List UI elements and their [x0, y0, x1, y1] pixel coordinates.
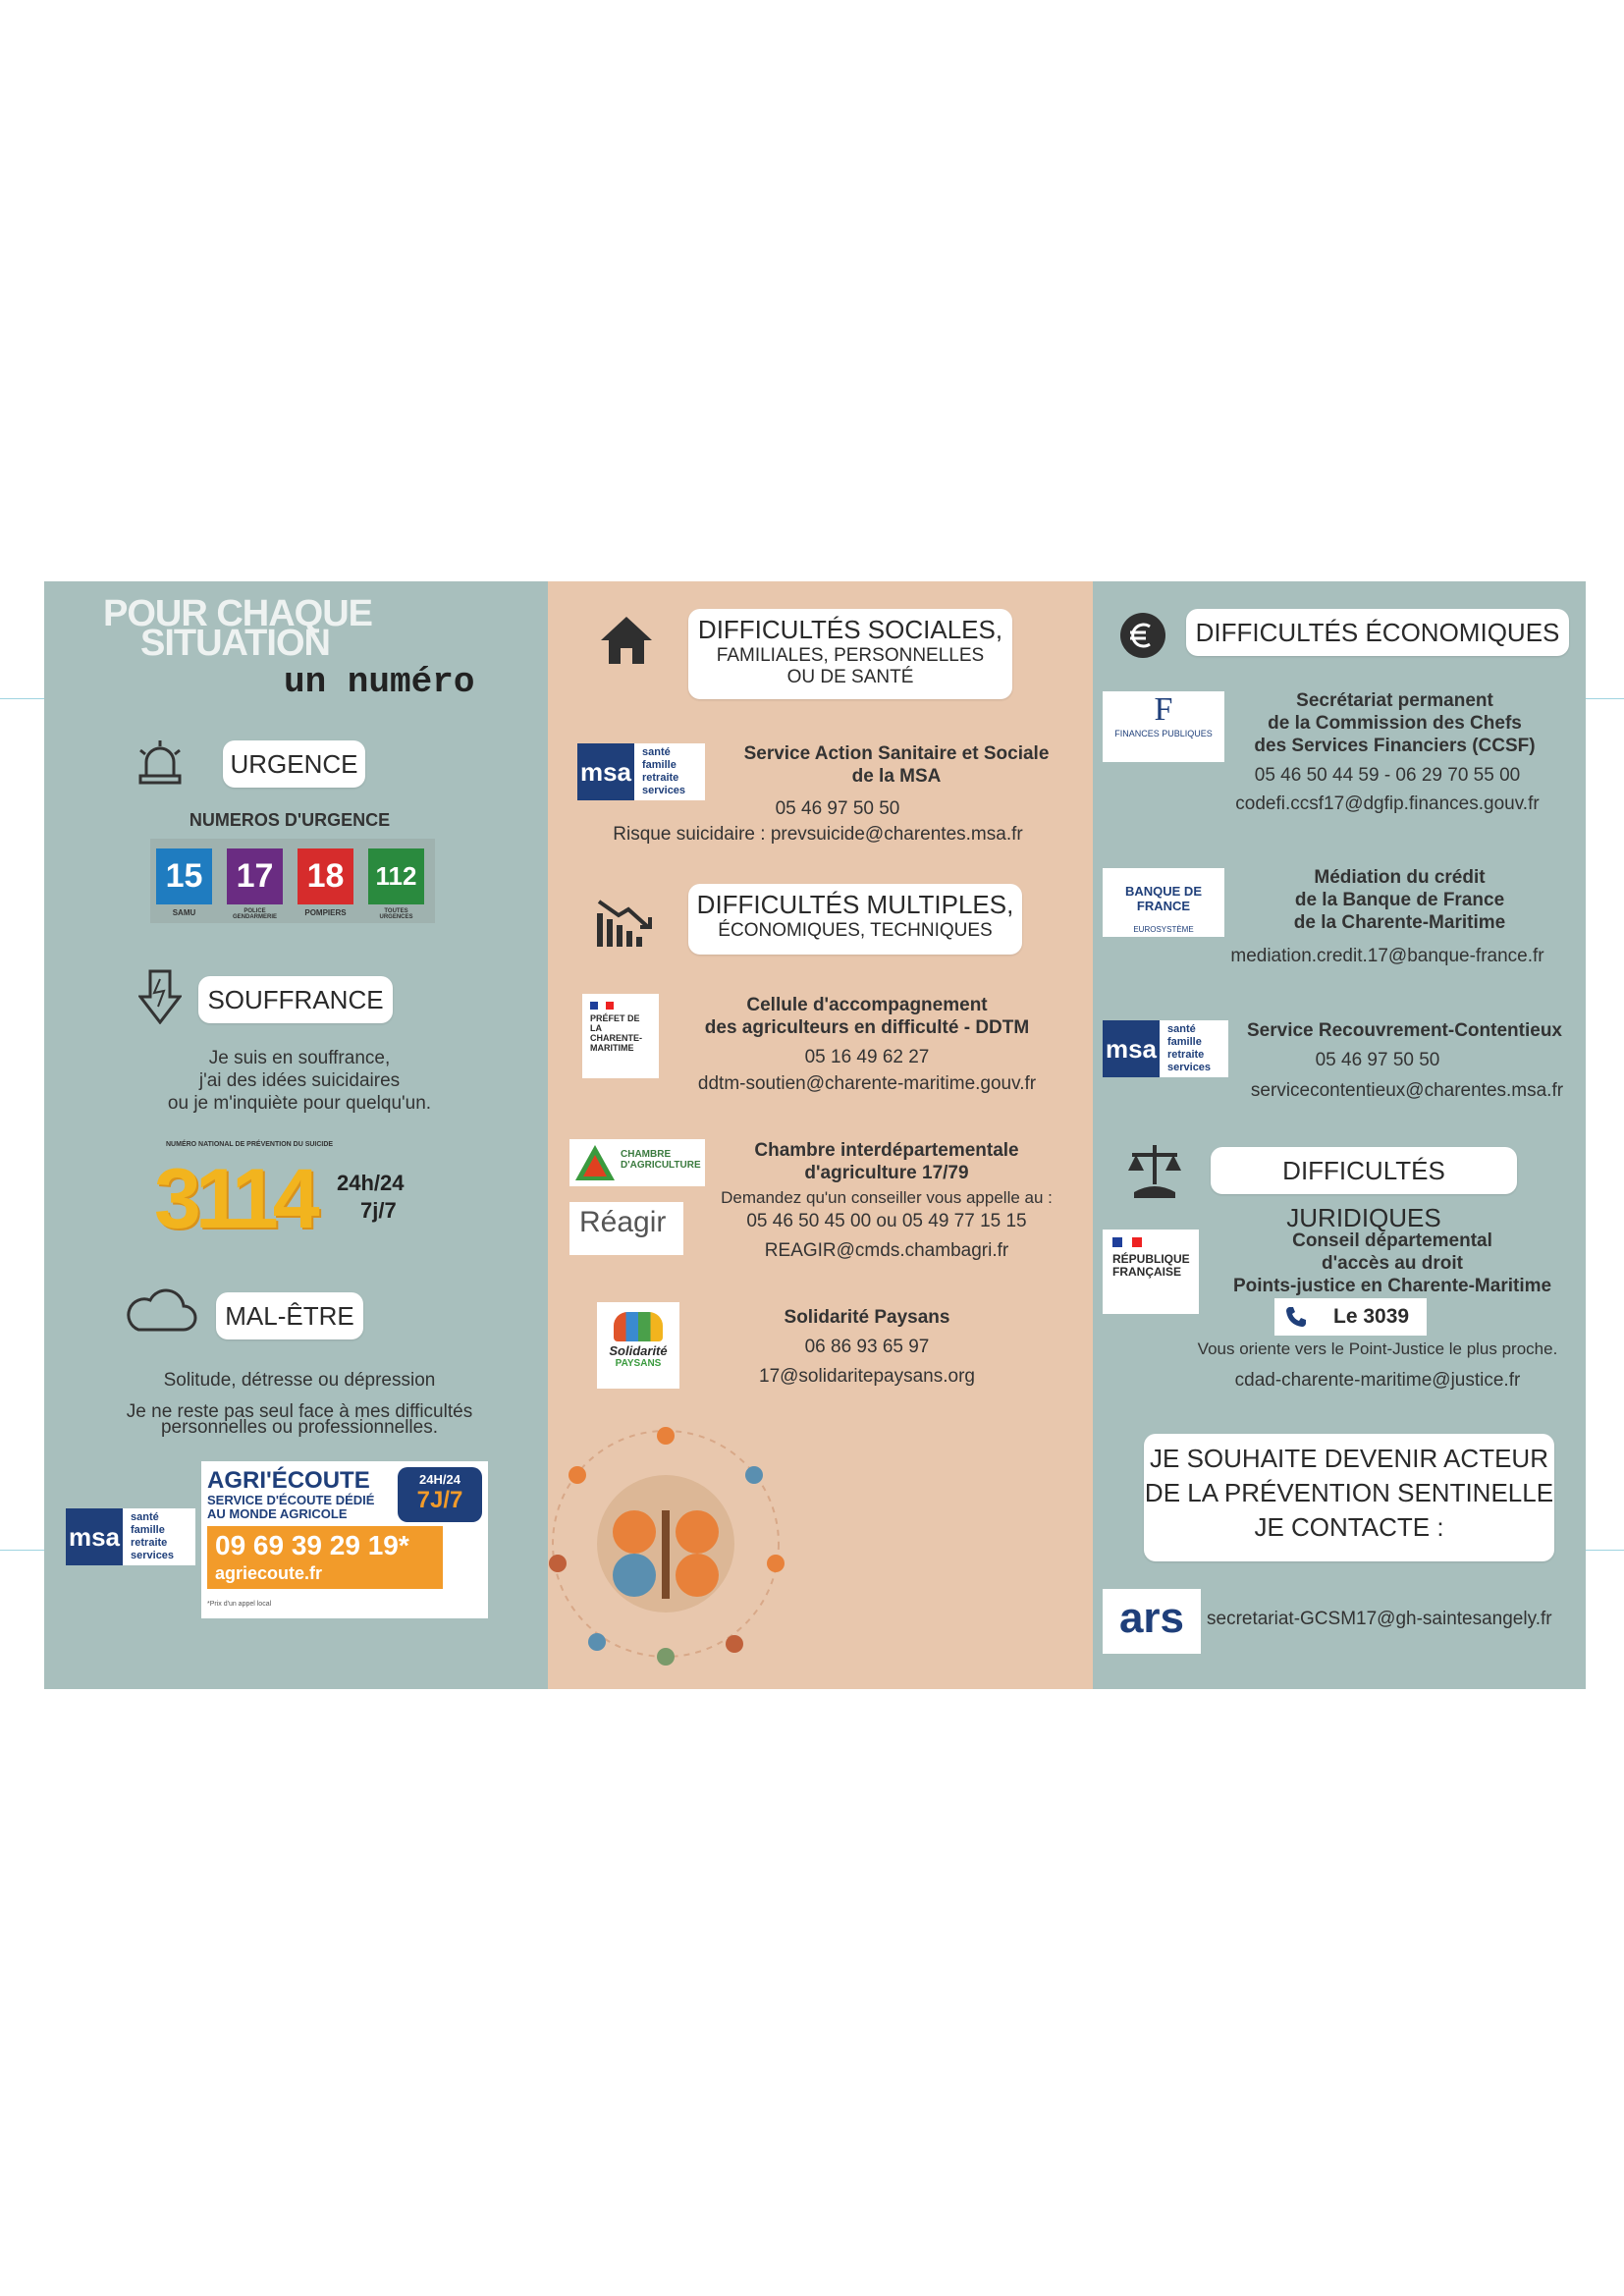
- column-sociales-multiples: [548, 581, 1093, 1689]
- sentinelle-email[interactable]: secretariat-GCSM17@gh-saintesangely.fr: [1207, 1609, 1552, 1629]
- euro-icon: [1118, 611, 1167, 665]
- urgence-number-17: 17: [227, 848, 283, 904]
- sociales-phone[interactable]: 05 46 97 50 50: [775, 798, 900, 819]
- sociales-heading-box: [688, 609, 1012, 699]
- reagir-logo-text: Réagir: [579, 1206, 667, 1238]
- msa-logo-mark: msa: [577, 743, 634, 800]
- number-3114: 3114: [154, 1152, 314, 1246]
- chambre-email[interactable]: REAGIR@cmds.chambagri.fr: [764, 1240, 1009, 1261]
- ccsf-email[interactable]: codefi.ccsf17@dgfip.finances.gouv.fr: [1235, 793, 1540, 814]
- chambre-agriculture-logo: [569, 1139, 705, 1186]
- sentinelle-line-1: JE SOUHAITE DEVENIR ACTEUR: [1150, 1444, 1548, 1473]
- chambre-line-1: Chambre interdépartementale: [754, 1140, 1019, 1161]
- rf-logo-text: RÉPUBLIQUE FRANÇAISE: [1112, 1252, 1190, 1279]
- bdf-logo-text-2: EUROSYSTÈME: [1133, 925, 1194, 934]
- msa-logo: [66, 1508, 195, 1565]
- urgence-label-samu: SAMU: [172, 908, 196, 917]
- prefet-logo-text: PRÉFET DE LA CHARENTE-MARITIME: [590, 1013, 642, 1053]
- fp-logo-text: FINANCES PUBLIQUES: [1114, 729, 1213, 738]
- mal-etre-line-3: personnelles ou professionnelles.: [160, 1417, 438, 1438]
- msa-logo-word-4: services: [642, 785, 686, 796]
- ccsf-phones[interactable]: 05 46 50 44 59 - 06 29 70 55 00: [1254, 765, 1521, 786]
- flyer: [44, 581, 1586, 1689]
- sentinelle-line-3: JE CONTACTE :: [1254, 1512, 1444, 1542]
- msa-logo-word-4: services: [131, 1550, 175, 1561]
- urgence-number-18: 18: [298, 848, 353, 904]
- sociales-risk[interactable]: Risque suicidaire : prevsuicide@charentes.msa.fr: [613, 824, 1023, 845]
- mal-etre-heading: MAL-ÊTRE: [216, 1292, 363, 1339]
- chambre-logo-text: CHAMBRE D'AGRICULTURE: [621, 1149, 701, 1171]
- ars-logo: [1103, 1589, 1201, 1654]
- juridiques-heading: DIFFICULTÉS JURIDIQUES: [1211, 1147, 1517, 1194]
- bdf-line-2: de la Banque de France: [1294, 890, 1505, 910]
- economiques-heading: DIFFICULTÉS ÉCONOMIQUES: [1186, 609, 1569, 656]
- recouvrement-email[interactable]: servicecontentieux@charentes.msa.fr: [1250, 1080, 1564, 1101]
- bdf-line-3: de la Charente-Maritime: [1293, 912, 1506, 933]
- msa-logo-word-3: retraite: [1167, 1049, 1205, 1061]
- finances-publiques-logo: [1103, 691, 1224, 762]
- sociales-service-1: Service Action Sanitaire et Sociale: [743, 743, 1050, 764]
- banque-de-france-logo: [1103, 868, 1224, 937]
- juridiques-phone[interactable]: Le 3039: [1333, 1305, 1410, 1328]
- chambre-triangle-icon: [573, 1143, 617, 1182]
- agriecoute-badge-days: 7J/7: [416, 1487, 463, 1513]
- msa-logo-word-1: santé: [1167, 1023, 1196, 1035]
- agriecoute-sub-1: SERVICE D'ÉCOUTE DÉDIÉ: [207, 1493, 375, 1507]
- msa-logo-word-3: retraite: [642, 772, 679, 784]
- multiples-heading-box: [688, 884, 1022, 955]
- solidarite-name: Solidarité Paysans: [784, 1307, 950, 1328]
- urgence-number-15: 15: [156, 848, 212, 904]
- msa-logo-mark: msa: [1103, 1020, 1160, 1077]
- cellule-email[interactable]: ddtm-soutien@charente-maritime.gouv.fr: [697, 1073, 1037, 1094]
- msa-logo-word-2: famille: [642, 759, 677, 771]
- sociales-service-2: de la MSA: [851, 766, 942, 787]
- sociales-heading-1: DIFFICULTÉS SOCIALES,: [697, 615, 1003, 644]
- cellule-line-2: des agriculteurs en difficulté - DDTM: [704, 1017, 1030, 1038]
- msa-logo-word-4: services: [1167, 1062, 1212, 1073]
- agriecoute-title: AGRI'ÉCOUTE: [207, 1467, 370, 1494]
- msa-logo-word-2: famille: [131, 1524, 165, 1536]
- bdf-email[interactable]: mediation.credit.17@banque-france.fr: [1230, 946, 1544, 966]
- community-illustration: [518, 1416, 813, 1676]
- chambre-line-3: Demandez qu'un conseiller vous appelle au :: [721, 1188, 1053, 1207]
- sentinelle-line-2: DE LA PRÉVENTION SENTINELLE: [1144, 1478, 1554, 1507]
- multiples-heading-1: DIFFICULTÉS MULTIPLES,: [696, 890, 1014, 919]
- solidarite-paysans-logo: [597, 1302, 679, 1389]
- agriecoute-phone-box: [207, 1526, 443, 1589]
- urgence-label-police: POLICE GENDARMERIE: [232, 908, 277, 920]
- msa-logo-word-3: retraite: [131, 1537, 168, 1549]
- msa-logo-sociales: [577, 743, 705, 800]
- msa-logo-recouvrement: [1103, 1020, 1228, 1077]
- msa-logo-mark: msa: [66, 1508, 123, 1565]
- solidarite-logo-text-1: Solidarité: [609, 1343, 668, 1358]
- cellule-line-1: Cellule d'accompagnement: [746, 995, 988, 1015]
- chart-decline-icon: [595, 894, 654, 954]
- fp-letter-icon: F: [1154, 691, 1173, 728]
- mal-etre-line-2: Je ne reste pas seul face à mes difficultés: [126, 1401, 473, 1422]
- arrow-down-icon: [138, 969, 182, 1029]
- msa-logo-word-2: famille: [1167, 1036, 1202, 1048]
- souffrance-line-3: ou je m'inquiète pour quelqu'un.: [167, 1093, 432, 1114]
- bdf-logo-text-1: BANQUE DE FRANCE: [1124, 884, 1202, 913]
- prefet-logo: [582, 994, 659, 1078]
- cdad-line-2: d'accès au droit: [1322, 1253, 1463, 1274]
- msa-logo-word-1: santé: [642, 746, 671, 758]
- agriecoute-site[interactable]: agriecoute.fr: [215, 1563, 323, 1583]
- ccsf-line-3: des Services Financiers (CCSF): [1254, 736, 1536, 756]
- chambre-phones[interactable]: 05 46 50 45 00 ou 05 49 77 15 15: [746, 1211, 1027, 1231]
- souffrance-heading: SOUFFRANCE: [198, 976, 393, 1023]
- agriecoute-sub-2: AU MONDE AGRICOLE: [207, 1506, 348, 1521]
- house-icon: [599, 615, 654, 671]
- cdad-line-3: Points-justice en Charente-Maritime: [1232, 1276, 1552, 1296]
- urgence-label-pompiers: POMPIERS: [304, 908, 347, 917]
- sociales-heading-2: FAMILIALES, PERSONNELLES: [716, 645, 985, 666]
- souffrance-line-2: j'ai des idées suicidaires: [198, 1070, 401, 1091]
- juridiques-note: Vous oriente vers le Point-Justice le plus proche.: [1197, 1339, 1558, 1358]
- urgence-number-112: 112: [368, 848, 424, 904]
- siren-icon: [135, 738, 186, 794]
- title-line-2: SITUATION: [140, 623, 330, 664]
- french-flag-icon: [590, 1002, 614, 1010]
- justice-scale-icon: [1126, 1141, 1183, 1207]
- bdf-line-1: Médiation du crédit: [1314, 867, 1486, 888]
- mal-etre-line-1: Solitude, détresse ou dépression: [163, 1370, 436, 1391]
- souffrance-line-1: Je suis en souffrance,: [208, 1048, 391, 1068]
- recouvrement-title: Service Recouvrement-Contentieux: [1247, 1020, 1562, 1041]
- agriecoute-phone[interactable]: 09 69 39 29 19*: [215, 1530, 409, 1560]
- sociales-heading-3: OU DE SANTÉ: [786, 667, 914, 687]
- ccsf-line-2: de la Commission des Chefs: [1268, 713, 1522, 734]
- french-flag-icon: [1112, 1237, 1142, 1247]
- republique-francaise-logo: [1103, 1230, 1199, 1314]
- reagir-logo: [569, 1202, 683, 1255]
- cloud-icon: [123, 1288, 197, 1339]
- urgence-subtitle: NUMEROS D'URGENCE: [189, 810, 391, 830]
- juridiques-email[interactable]: cdad-charente-maritime@justice.fr: [1234, 1370, 1521, 1391]
- multiples-heading-2: ÉCONOMIQUES, TECHNIQUES: [718, 920, 993, 941]
- agriecoute-badge-hours: 24H/24: [419, 1472, 460, 1487]
- solidarite-logo-text-2: PAYSANS: [615, 1358, 662, 1369]
- ars-logo-text: ars: [1118, 1594, 1185, 1642]
- title-line-1: POUR CHAQUE: [103, 593, 373, 634]
- people-icon: [614, 1312, 663, 1341]
- urgence-label-toutes: TOUTES URGENCES: [379, 908, 413, 920]
- agriecoute-badge: [398, 1467, 482, 1522]
- chambre-line-2: d'agriculture 17/79: [804, 1163, 969, 1183]
- souffrance-hours: 24h/24: [337, 1171, 405, 1195]
- souffrance-days: 7j/7: [360, 1198, 397, 1223]
- column-urgence: [44, 581, 548, 1689]
- sentinelle-box: [1144, 1434, 1554, 1561]
- agriecoute-note: *Prix d'un appel local: [207, 1601, 272, 1608]
- cellule-phone[interactable]: 05 16 49 62 27: [804, 1047, 930, 1067]
- solidarite-phone[interactable]: 06 86 93 65 97: [804, 1337, 930, 1357]
- phone-icon: [1284, 1305, 1308, 1329]
- ccsf-line-1: Secrétariat permanent: [1296, 690, 1493, 711]
- title-line-3: un numéro: [284, 662, 475, 702]
- souffrance-caption: NUMÉRO NATIONAL DE PRÉVENTION DU SUICIDE: [166, 1141, 334, 1148]
- column-economiques-juridiques: [1093, 581, 1586, 1689]
- agriecoute-card: [201, 1461, 488, 1618]
- phone-3039-box: [1274, 1298, 1427, 1336]
- urgence-heading: URGENCE: [223, 740, 365, 788]
- cdad-line-1: Conseil départemental: [1292, 1230, 1492, 1251]
- solidarite-email[interactable]: 17@solidaritepaysans.org: [759, 1366, 975, 1387]
- recouvrement-phone[interactable]: 05 46 97 50 50: [1315, 1050, 1440, 1070]
- msa-logo-word-1: santé: [131, 1511, 159, 1523]
